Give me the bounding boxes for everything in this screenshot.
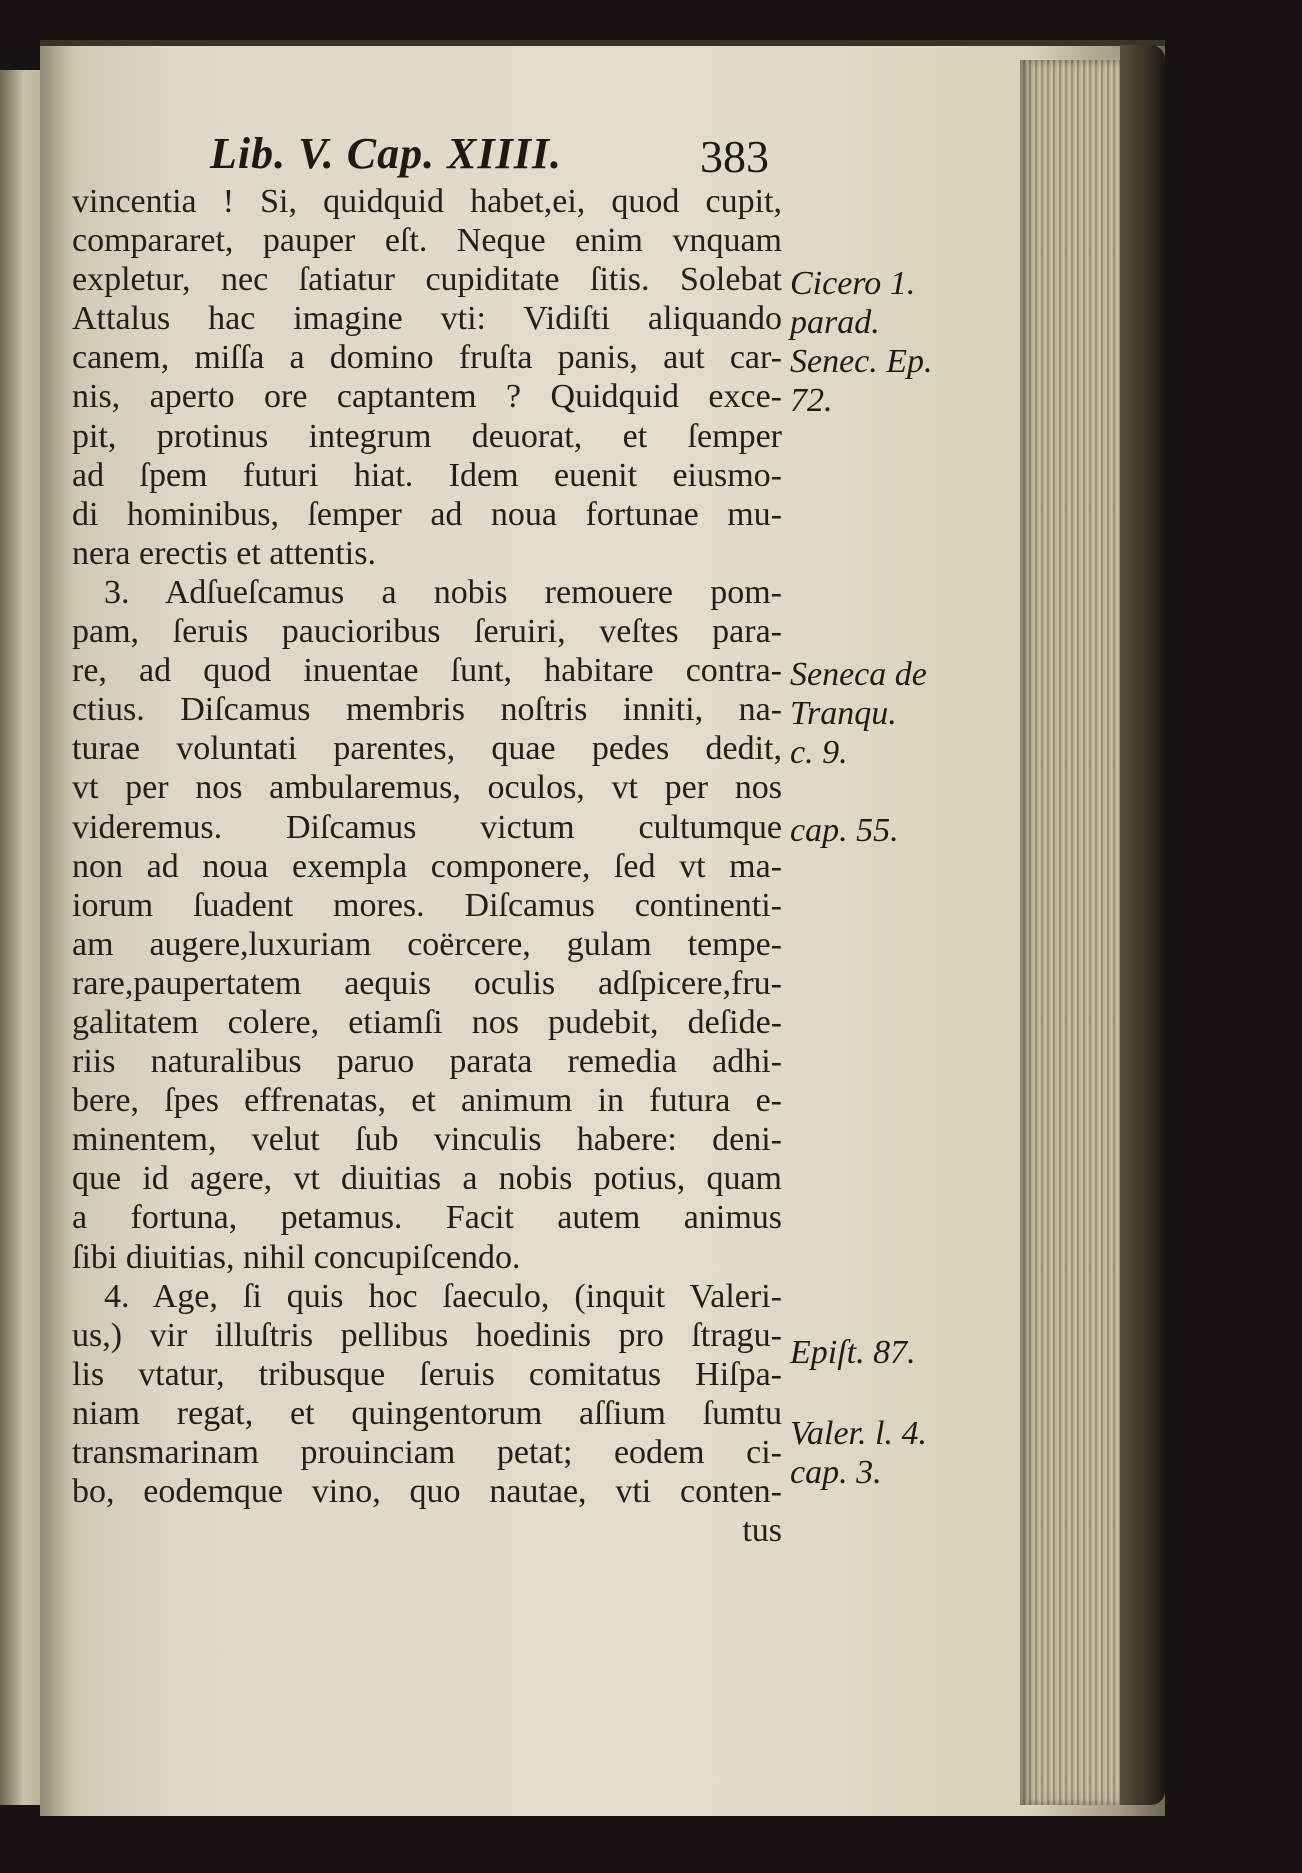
paragraph-3-start: 3. Adſueſcamus a nobis remouere pom- [104,573,782,611]
text-line: canem, miſſa a domino fruſta panis, aut car- [72,339,782,377]
text-line: compararet, pauper eſt. Neque enim vnquam [72,222,782,260]
text-line: expletur, nec ſatiatur cupiditate ſitis. Solebat [72,261,782,299]
page-header [0,128,1302,188]
text-line: ſibi diuitias, nihil concupiſcendo. [72,1238,521,1276]
text-line: riis naturalibus paruo parata remedia adhi- [72,1043,782,1081]
margin-note: Senec. Ep. [790,343,933,380]
margin-note: cap. 3. [790,1454,882,1491]
text-line: niam regat, et quingentorum aſſium ſumtu [72,1394,782,1432]
text-line: transmarinam prouinciam petat; eodem ci- [72,1434,782,1471]
text-line: a fortuna, petamus. Facit autem animus [72,1199,782,1237]
text-line: am augere,luxuriam coërcere, gulam tempe- [72,925,782,963]
text-line: pam, ſeruis paucioribus ſeruiri, veſtes para- [72,613,782,651]
margin-note: Seneca de [790,656,927,693]
text-line: vincentia ! Si, quidquid habet,ei, quod cupit, [72,183,782,220]
margin-note: Epiſt. 87. [790,1334,916,1371]
main-text-block [72,182,782,1550]
margin-note: parad. [790,304,880,341]
book-cover-edge [1120,45,1165,1805]
running-title: Lib. V. Cap. XIIII. [210,129,562,178]
margin-note: Valer. l. 4. [790,1415,927,1452]
text-line: nera erectis et attentis. [72,534,376,572]
margin-note: c. 9. [790,734,848,771]
text-line: minentem, velut ſub vinculis habere: deni- [72,1121,782,1159]
text-line: iorum ſuadent mores. Diſcamus continenti- [72,886,782,924]
text-line: turae voluntati parentes, quae pedes dedit, [72,730,782,768]
text-line: galitatem colere, etiamſi nos pudebit, deſide- [72,1003,782,1041]
margin-note: Tranqu. [790,695,897,732]
text-line: lis vtatur, tribusque ſeruis comitatus Hiſpa- [72,1355,782,1393]
text-line: pit, protinus integrum deuorat, et ſemper [72,417,782,455]
text-line: que id agere, vt diuitias a nobis potius, quam [72,1160,782,1198]
margin-note: cap. 55. [790,812,899,849]
text-line: bere, ſpes effrenatas, et animum in futura e- [72,1082,782,1120]
text-line: ad ſpem futuri hiat. Idem euenit eiusmo- [72,456,782,494]
text-line: Attalus hac imagine vti: Vidiſti aliquando [72,300,782,338]
catchword: tus [742,1512,782,1550]
text-line: ctius. Diſcamus membris noſtris inniti, na- [72,691,782,729]
text-line: rare,paupertatem aequis oculis adſpicere,fru- [72,964,782,1002]
text-line: vt per nos ambularemus, oculos, vt per nos [72,769,782,807]
paragraph-4-start: 4. Age, ſi quis hoc ſaeculo, (inquit Valeri- [104,1277,782,1315]
text-line: re, ad quod inuentae ſunt, habitare contra- [72,652,782,690]
text-line: di hominibus, ſemper ad noua fortunae mu- [72,495,782,533]
page-number: 383 [700,131,769,182]
text-line: videremus. Diſcamus victum cultumque [72,808,782,846]
text-line: non ad noua exempla componere, ſed vt ma- [72,847,782,885]
text-line: nis, aperto ore captantem ? Quidquid exce- [72,378,782,416]
margin-note: Cicero 1. [790,265,916,302]
text-line: bo, eodemque vino, quo nautae, vti conten- [72,1473,782,1511]
text-line: us,) vir illuſtris pellibus hoedinis pro ſtragu- [72,1316,782,1354]
margin-note: 72. [790,382,833,419]
